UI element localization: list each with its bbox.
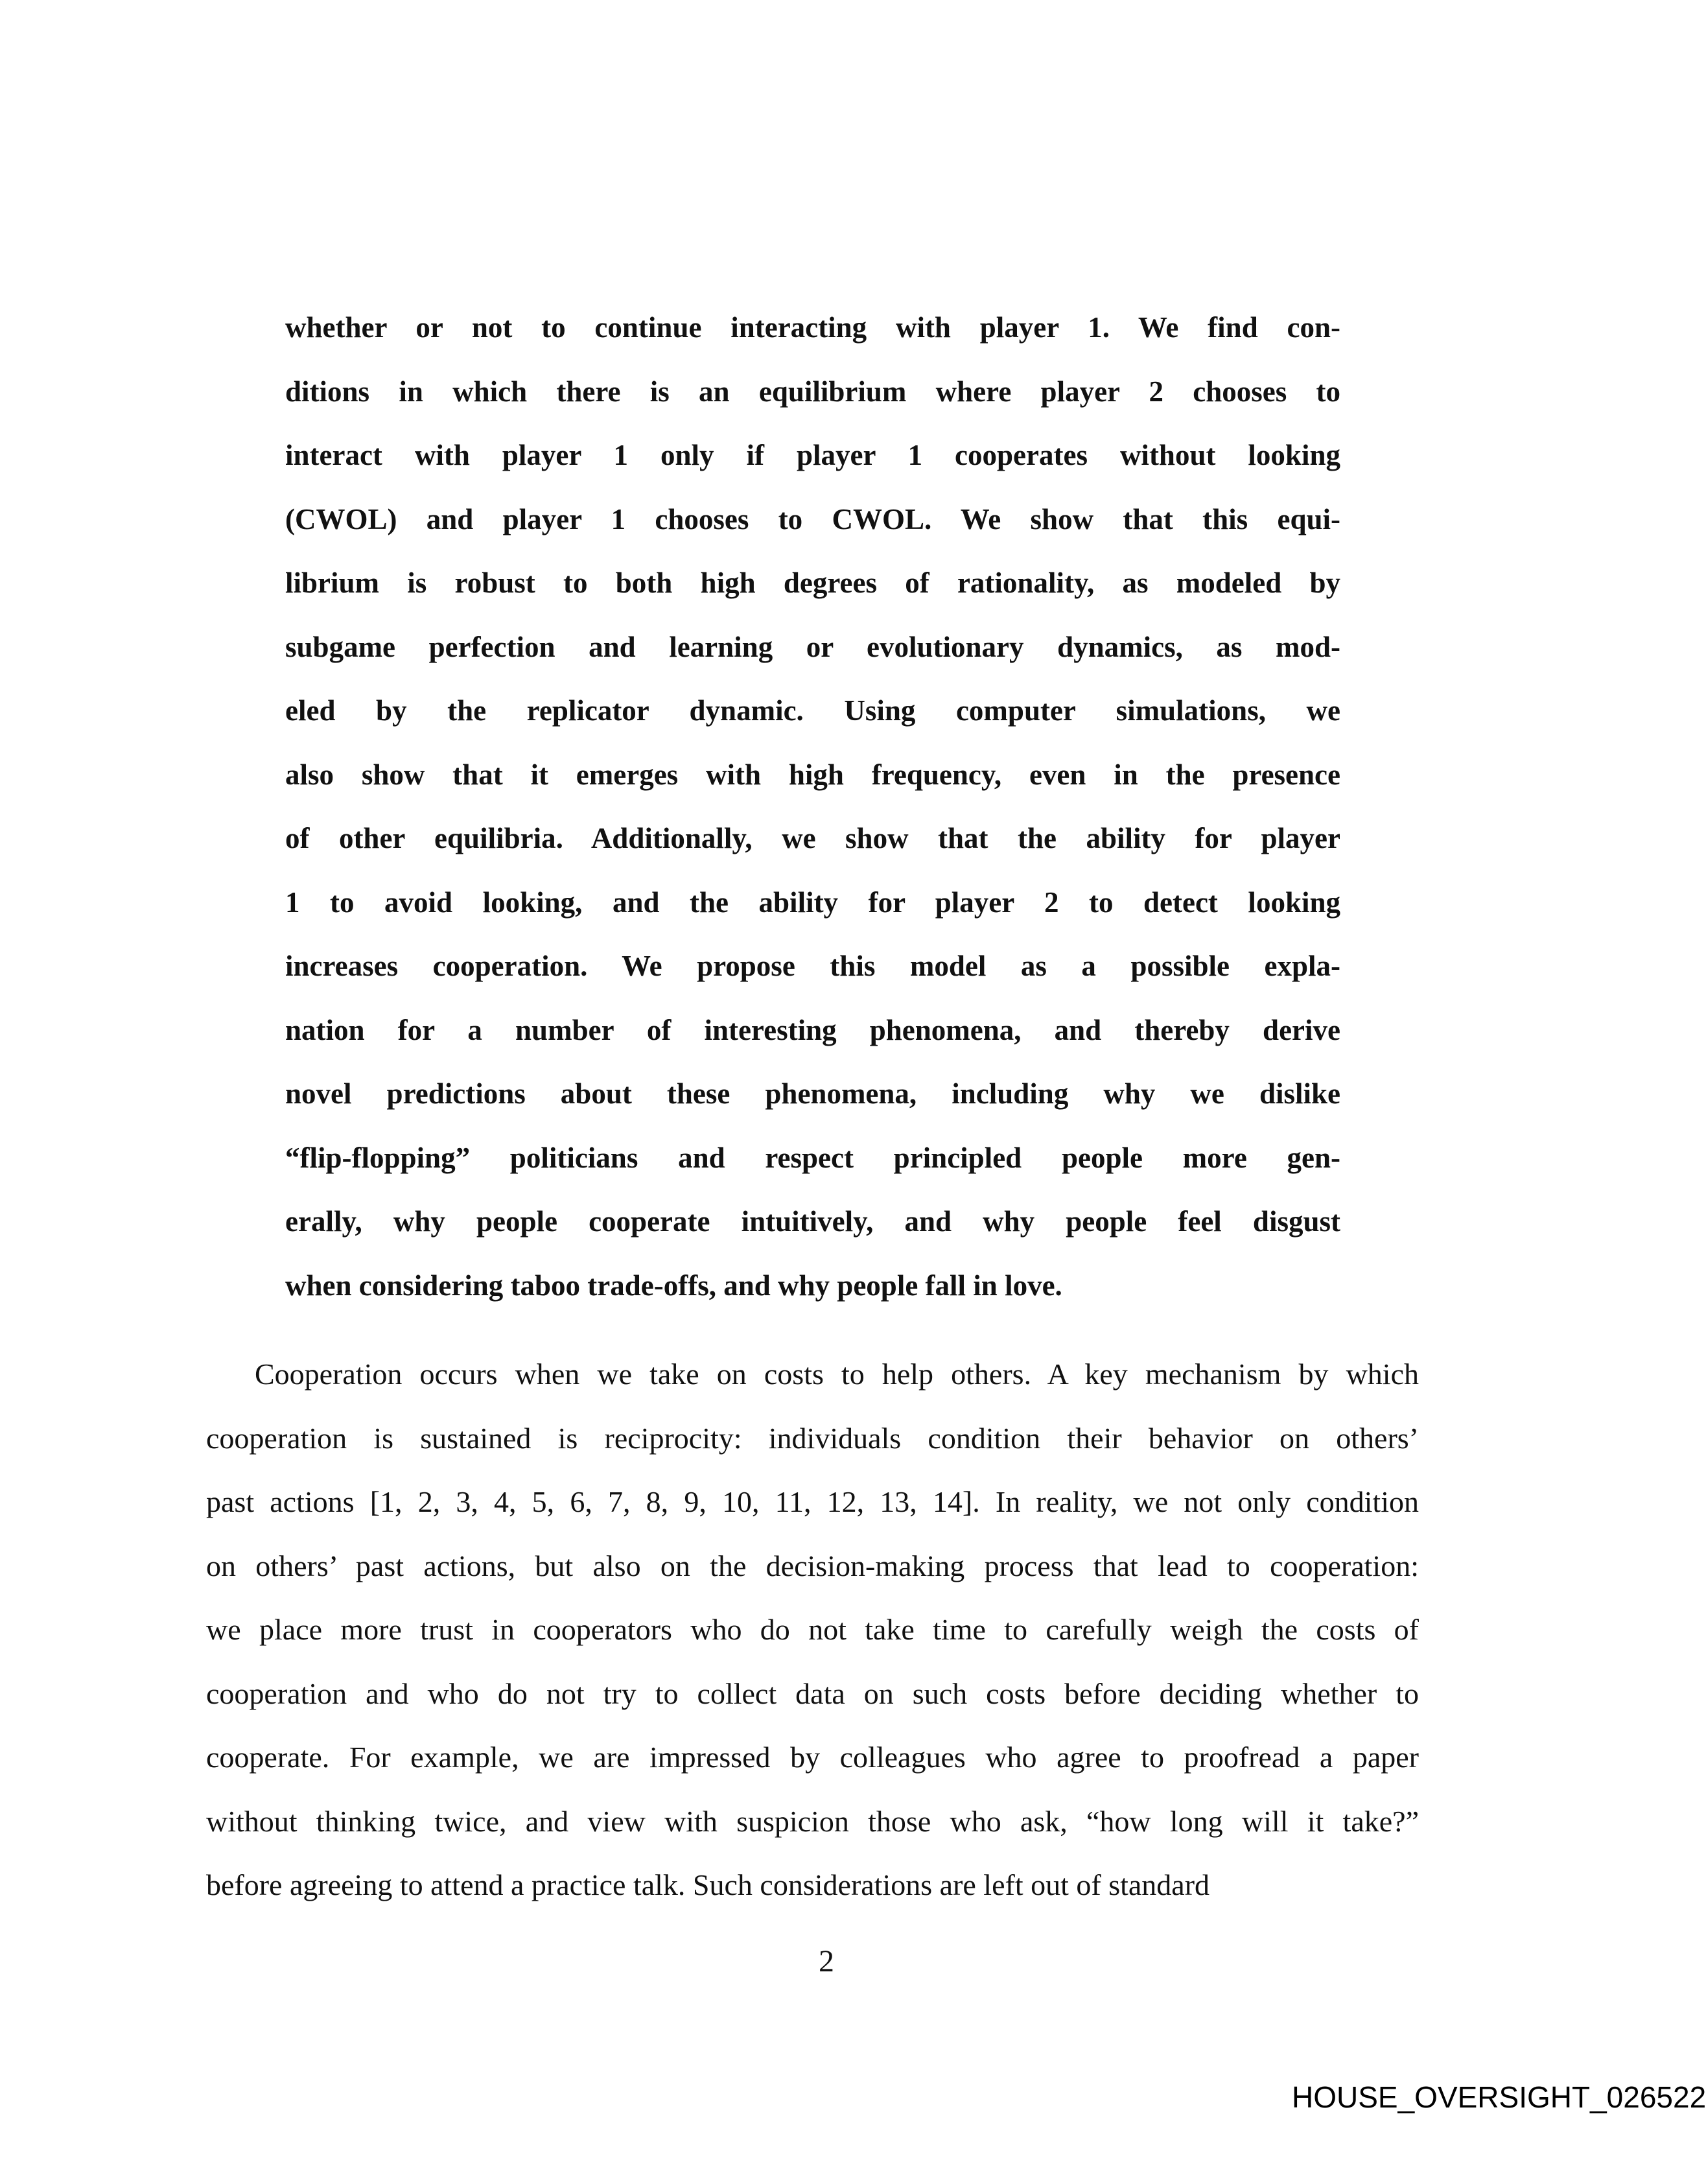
body-line: on others’ past actions, but also on the decision-making process that lead to cooperation: [206,1549,1419,1582]
page-number: 2 [819,1944,834,1979]
body-line: past actions [1, 2, 3, 4, 5, 6, 7, 8, 9, 10, 11, 12, 13, 14]. In reality, we not only condition [206,1485,1419,1518]
abstract-line: “flip-flopping” politicians and respect principled people more gen- [285,1141,1340,1174]
body-line: cooperate. For example, we are impressed by colleagues who agree to proofread a paper [206,1741,1419,1774]
body-paragraph [206,1343,1419,1918]
abstract-line: interact with player 1 only if player 1 cooperates without looking [285,439,1340,471]
abstract-line: erally, why people cooperate intuitively, and why people feel disgust [285,1205,1340,1238]
body-line: before agreeing to attend a practice talk. Such considerations are left out of standard [206,1868,1210,1901]
abstract-line: librium is robust to both high degrees of rationality, as modeled by [285,567,1340,599]
abstract-line: increases cooperation. We propose this model as a possible expla- [285,950,1340,982]
abstract-paragraph [285,296,1340,1317]
body-line: we place more trust in cooperators who do not take time to carefully weigh the costs of [206,1613,1419,1646]
body-line: cooperation is sustained is reciprocity: individuals condition their behavior on others’ [206,1421,1419,1455]
body-line: without thinking twice, and view with suspicion those who ask, “how long will it take?” [206,1804,1419,1838]
body-line: Cooperation occurs when we take on costs to help others. A key mechanism by which [255,1357,1419,1391]
abstract-line: of other equilibria. Additionally, we show that the ability for player [285,822,1340,854]
abstract-line: ditions in which there is an equilibrium where player 2 chooses to [285,375,1340,408]
abstract-line: also show that it emerges with high frequency, even in the presence [285,758,1340,791]
abstract-line: eled by the replicator dynamic. Using computer simulations, we [285,694,1340,727]
abstract-line: (CWOL) and player 1 chooses to CWOL. We show that this equi- [285,502,1340,535]
abstract-line: when considering taboo trade-offs, and why people fall in love. [285,1269,1062,1302]
abstract-line: whether or not to continue interacting with player 1. We find con- [285,311,1340,344]
abstract-line: nation for a number of interesting phenomena, and thereby derive [285,1013,1340,1046]
body-line: cooperation and who do not try to collect data on such costs before deciding whether to [206,1676,1419,1710]
abstract-line: subgame perfection and learning or evolutionary dynamics, as mod- [285,630,1340,663]
document-id-footer: HOUSE_OVERSIGHT_026522 [1292,2080,1706,2114]
abstract-line: 1 to avoid looking, and the ability for player 2 to detect looking [285,886,1340,919]
abstract-line: novel predictions about these phenomena, including why we dislike [285,1077,1340,1110]
